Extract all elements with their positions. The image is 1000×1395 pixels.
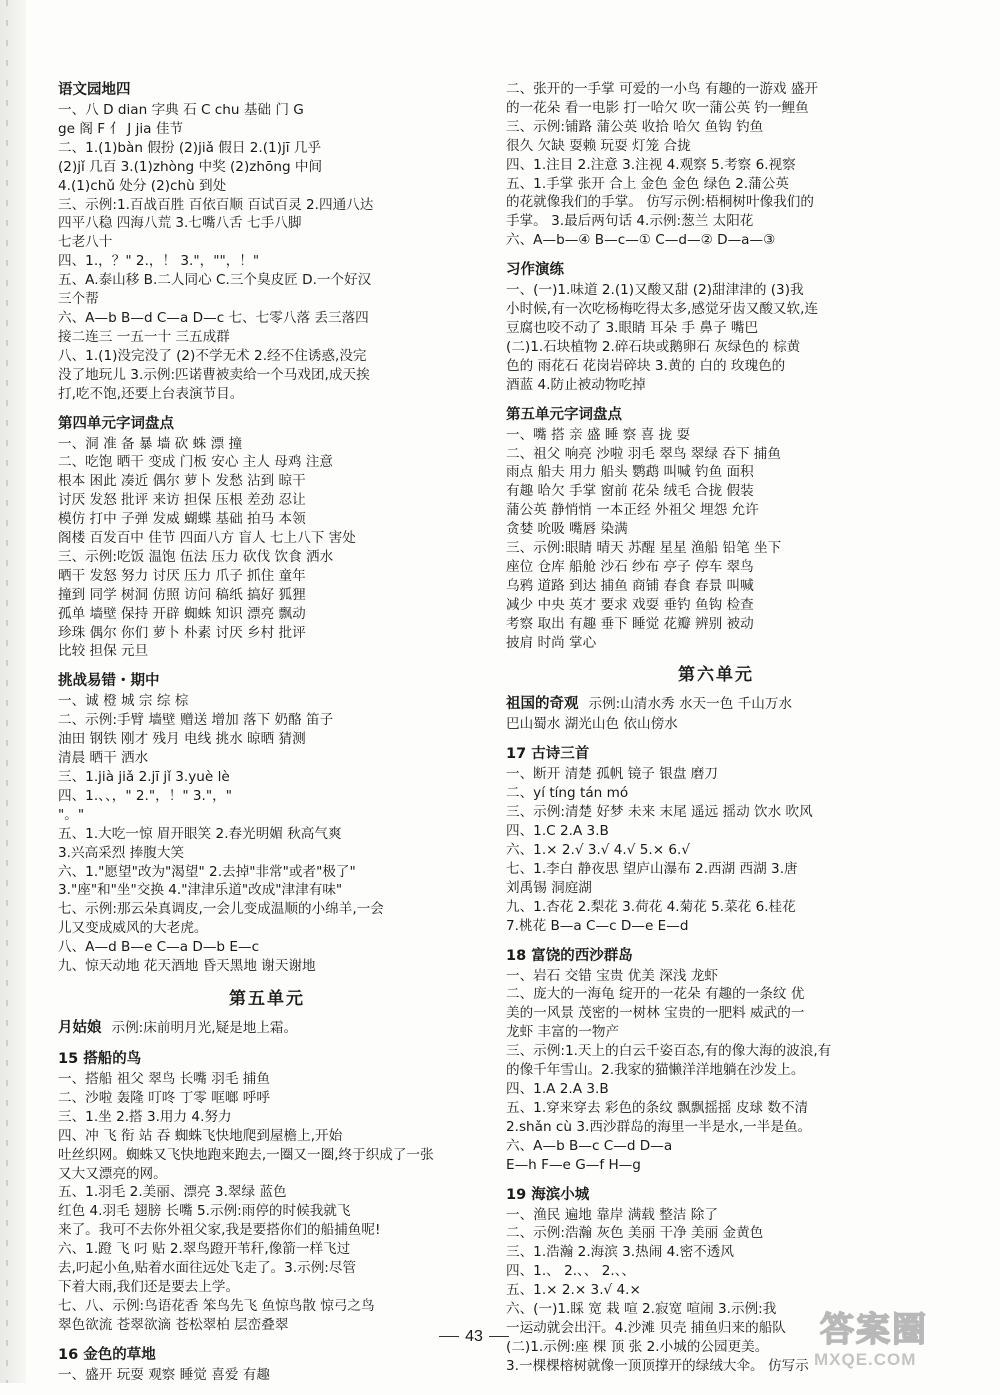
section-title (58, 1049, 476, 1070)
right-column (506, 80, 926, 1386)
answer-line: "。" (58, 806, 85, 823)
answer-line: 四、1.A 2.A 3.B (506, 1080, 609, 1097)
section-title-text: 挑战易错・期中 (58, 673, 160, 690)
answer-line: 三个帮 (58, 291, 99, 308)
answer-line: 的一花朵 看一电影 打一哈欠 吹一蒲公英 钓一鲤鱼 (506, 99, 809, 116)
section-title-text: 第五单元字词盘点 (506, 406, 622, 423)
answer-line: 四、1.C 2.A 3.B (506, 823, 609, 840)
section-title-text: 17 古诗三首 (506, 746, 590, 763)
answer-line: 三、1.jià jiǎ 2.jī jǐ 3.yuè lè (58, 769, 230, 785)
answer-line: 晒干 发怒 努力 讨厌 压力 爪子 抓住 童年 (58, 567, 306, 584)
answer-line: 五、A.泰山移 B.二人同心 C.三个臭皮匠 D.一个好汉 (58, 272, 372, 289)
answer-line: 豆腐也咬不动了 3.眼睛 耳朵 手 鼻子 嘴巴 (506, 319, 759, 336)
answer-line: 六、A—b B—d C—a D—c 七、七零八落 丢三落四 (58, 309, 369, 326)
watermark-logo-text: 答案圈 (820, 1310, 928, 1350)
section-title-text: 第四单元字词盘点 (58, 415, 174, 432)
answer-line: ge 阁 F 亻 J jia 佳节 (58, 120, 184, 137)
answer-line: 一运动就会出汗。4.沙滩 贝壳 捕鱼归来的船队 (506, 1319, 786, 1336)
page-number (414, 1327, 534, 1347)
answer-section (506, 662, 926, 688)
answer-line: 七、八、示例:鸟语花香 笨鸟先飞 鱼惊鸟散 惊弓之鸟 (58, 1297, 375, 1314)
answer-line: 五、1.× 2.× 3.√ 4.× (506, 1282, 641, 1299)
answer-section (58, 986, 476, 1012)
answer-line: 很久 欠缺 耍赖 玩耍 灯笼 合拢 (506, 137, 691, 154)
answer-line: 2.shǎn cù 3.西沙群岛的海里一半是水,一半是鱼。 (506, 1118, 812, 1135)
answer-line: 打,吃不饱,还要上台表演节目。 (58, 385, 244, 402)
answer-section (506, 694, 926, 734)
answer-line: 一、洞 准 备 暴 墙 砍 蛛 漂 撞 (58, 435, 243, 452)
answer-line: 三、示例:眼睛 晴天 苏醒 星星 渔船 铅笔 坐下 (506, 540, 782, 557)
answer-line: 一、搭船 祖父 翠鸟 长嘴 羽毛 捕鱼 (58, 1070, 270, 1087)
answer-line: 酒蓝 4.防止被动物吃掉 (506, 376, 646, 393)
answer-line: 四、冲 飞 衔 站 吞 蜘蛛飞快地爬到屋檐上,开始 (58, 1127, 343, 1144)
answer-line: 二、1.(1)bàn 假扮 (2)jiǎ 假日 2.(1)jī 几乎 (58, 139, 322, 156)
answer-line: 模仿 打中 子弹 发威 蝴蝶 基础 拍马 本领 (58, 511, 306, 528)
answer-section (506, 946, 926, 1175)
answer-line: 四、1.、、，" 2."，！" 3."，" (58, 787, 232, 804)
page-binding-edge (0, 0, 26, 1383)
watermark-logo (808, 1300, 998, 1380)
answer-section (506, 260, 926, 394)
section-title (58, 80, 476, 101)
answer-line: 减少 中央 英才 要求 戏耍 垂钓 鱼钩 检查 (506, 596, 754, 613)
answer-line: 二、张开的一手掌 可爱的一小鸟 有趣的一游戏 盛开 (506, 81, 819, 97)
answer-line: 孤单 墙壁 保持 开辟 蜘蛛 知识 漂亮 飘动 (58, 605, 306, 622)
answer-line: 七老八十 (58, 234, 113, 251)
answer-line: E—h F—e G—f H—g (506, 1156, 641, 1173)
answer-line: 接二连三 一五一十 三五成群 (58, 328, 230, 345)
answer-line: 翠色欲流 苍翠欲滴 苍松翠柏 层峦叠翠 (58, 1316, 289, 1333)
answer-line: 五、1.手掌 张开 合上 金色 金色 绿色 2.蒲公英 (506, 175, 789, 192)
answer-line: 3.兴高采烈 捧腹大笑 (58, 844, 185, 861)
answer-line: 八、A—d B—e C—a D—b E—c (58, 939, 260, 956)
section-title (58, 1018, 476, 1039)
answer-line: 清晨 晒干 洒水 (58, 750, 149, 767)
answer-line: 的花就像我们的手掌。 仿写示例:梧桐树叶像我们的 (506, 194, 814, 211)
answer-line: 六、1."愿望"改为"渴望" 2.去掉"非常"或者"极了" (58, 863, 356, 880)
section-title (506, 260, 926, 281)
answer-line: 有趣 哈欠 手掌 窗前 花朵 绒毛 合拢 假装 (506, 483, 754, 500)
answer-line: 三、示例:1.百战百胜 百依百顺 百试百灵 2.四通八达 (58, 196, 374, 213)
answer-line: 美的一风景 茂密的一树林 宝贵的一肥料 威武的一 (506, 1005, 805, 1022)
answer-line: 九、惊天动地 花天酒地 昏天黑地 谢天谢地 (58, 958, 316, 975)
answer-line: 六、1.蹬 飞 叼 贴 2.翠鸟蹬开苇秆,像箭一样飞过 (58, 1241, 351, 1258)
answer-line: 四、1.，？" 2.，！ 3."，""，！" (58, 253, 260, 270)
answer-section (58, 1345, 476, 1385)
answer-line: 来了。我可不去你外祖父家,我是要搭你们的船捕鱼呢! (58, 1222, 381, 1239)
answer-line: 去,叼起小鱼,贴着水面往远处飞走了。3.示例:尽管 (58, 1260, 357, 1277)
answer-section (506, 80, 926, 250)
answer-section (58, 1018, 476, 1039)
answer-line: 七、示例:那云朵真调皮,一会儿变成温顺的小绵羊,一会 (58, 901, 384, 918)
binding-dots (6, 0, 8, 1383)
answer-line: 六、A—b—④ B—c—① C—d—② D—a—③ (506, 232, 776, 249)
answer-line: 比较 担保 元旦 (58, 643, 149, 660)
unit-heading: 第六单元 (678, 665, 754, 686)
answer-line: 一、盛开 玩耍 观察 睡觉 喜爱 有趣 (58, 1366, 270, 1383)
answer-line: 3."座"和"坐"交换 4."津津乐道"改成"津津有味" (58, 882, 343, 899)
answer-line: 八、1.(1)没完没了 (2)不学无术 2.经不住诱惑,没完 (58, 347, 367, 364)
answer-line: 红色 4.羽毛 翅膀 长嘴 5.示例:雨停的时候我就飞 (58, 1203, 351, 1220)
answer-line: 阁楼 百发百中 佳节 四面八方 盲人 七上八下 害处 (58, 530, 356, 547)
answer-line: 珍珠 偶尔 你们 萝卜 朴素 讨厌 乡村 批评 (58, 624, 306, 641)
watermark-url: MXQE.COM (814, 1350, 917, 1369)
section-title-text: 祖国的奇观 (506, 696, 579, 713)
answer-line: 根本 困此 凑近 偶尔 萝卜 发愁 沾到 晾干 (58, 473, 306, 490)
section-title-text: 19 海滨小城 (506, 1186, 590, 1203)
answer-line: 四平八稳 四海八荒 3.七嘴八舌 七手八脚 (58, 215, 302, 232)
answer-line: 五、1.穿来穿去 彩色的条纹 飘飘摇摇 皮球 数不清 (506, 1099, 809, 1116)
answer-line: 撞到 同学 树洞 仿照 访问 稿纸 搞好 狐狸 (58, 586, 306, 603)
section-title (58, 671, 476, 692)
section-title-text: 月姑娘 (58, 1019, 102, 1036)
answer-line: (2)jǐ 几百 3.(1)zhòng 中奖 (2)zhōng 中间 (58, 158, 323, 175)
answer-line: 二、yí tíng tán mó (506, 785, 629, 802)
answer-line: 一、断开 清楚 孤帆 镜子 银盘 磨刀 (506, 766, 718, 783)
answer-section (58, 671, 476, 976)
page-number-dash-right (489, 1336, 509, 1337)
section-title (58, 1345, 476, 1366)
answer-line: 三、1.坐 2.搭 3.用力 4.努力 (58, 1108, 232, 1125)
answer-line: 刘禹锡 洞庭湖 (506, 879, 592, 896)
answer-line: 五、1.大吃一惊 眉开眼笑 2.春光明媚 秋高气爽 (58, 825, 342, 842)
answer-line: 3.一棵棵榕树就像一顶顶撑开的绿绒大伞。 仿写示 (506, 1357, 809, 1374)
answer-line: 龙虾 丰富的一物产 (506, 1024, 620, 1041)
answer-line: 一、渔民 遍地 靠岸 满载 整洁 除了 (506, 1206, 718, 1223)
answer-line: 蒲公英 静悄悄 一本正经 外祖父 埋怨 允许 (506, 502, 759, 519)
answer-line: 二、庞大的一海龟 绽开的一花朵 有趣的一条纹 优 (506, 986, 805, 1003)
answer-line: 雨点 船夫 用力 船头 鹦鹉 叫喊 钓鱼 面积 (506, 464, 754, 481)
answer-line: 二、吃饱 晒干 变成 门板 安心 主人 母鸡 注意 (58, 454, 333, 471)
answer-line: 座位 仓库 船舱 沙石 纱布 亭子 停车 翠鸟 (506, 558, 754, 575)
answer-line: 没了地玩儿 3.示例:匹诺曹被卖给一个马戏团,成天挨 (58, 366, 370, 383)
answer-section (58, 80, 476, 404)
section-title-text: 18 富饶的西沙群岛 (506, 947, 633, 964)
answer-line: 一、诚 橙 城 宗 综 棕 (58, 693, 189, 710)
answer-line: 又大又漂亮的网。 (58, 1165, 167, 1182)
answer-line: 考察 取出 有趣 垂下 睡觉 花瓣 辨别 被动 (506, 615, 754, 632)
answer-line: 4.(1)chǔ 处分 (2)chù 到处 (58, 177, 227, 194)
section-title-text: 15 搭船的鸟 (58, 1050, 142, 1067)
answer-line: (二)1.石块植物 2.碎石块或鹅卵石 灰绿色的 棕黄 (506, 338, 801, 355)
section-inline-answer: 示例:床前明月光,疑是地上霜。 (111, 1019, 298, 1036)
answer-section (58, 414, 476, 662)
section-title (58, 414, 476, 435)
answer-line: 一、嘴 搭 亲 盛 睡 察 喜 拢 耍 (506, 426, 691, 443)
answer-line: 二、沙啦 轰隆 叮咚 丁零 哐啷 呼呼 (58, 1089, 270, 1106)
answer-line: 讨厌 发怒 批评 来访 担保 压根 差劲 忍让 (58, 492, 306, 509)
answer-line: 色的 雨花石 花岗岩碎块 3.黄的 白的 玫瑰色的 (506, 357, 786, 374)
answer-line: 六、1.× 2.√ 3.√ 4.√ 5.× 6.√ (506, 842, 691, 858)
answer-line: 7.桃花 B—a C—c D—e E—d (506, 917, 689, 934)
answer-line: 下着大雨,我们还是要去上学。 (58, 1278, 240, 1295)
answer-line: 二、示例:浩瀚 灰色 美丽 干净 美丽 金黄色 (506, 1225, 764, 1242)
answer-line: 贪婪 吮吸 嘴唇 染满 (506, 521, 628, 538)
answer-section (506, 744, 926, 935)
page-number-dash-left (439, 1336, 459, 1337)
answer-line: 儿又变成威风的大老虎。 (58, 920, 208, 937)
answer-section (506, 405, 926, 653)
answer-line: 三、示例:1.天上的白云千姿百态,有的像大海的波浪,有 (506, 1043, 832, 1060)
answer-line: 九、1.杏花 2.梨花 3.荷花 4.菊花 5.菜花 6.桂花 (506, 898, 796, 915)
section-title (506, 1185, 926, 1206)
section-title-text: 习作演练 (506, 262, 564, 279)
section-title (506, 946, 926, 967)
answer-line: 一、八 D dian 字典 石 C chu 基础 门 G (58, 102, 304, 118)
answer-line: 一、岩石 交错 宝贵 优美 深浅 龙虾 (506, 967, 718, 984)
section-title-text: 16 金色的草地 (58, 1346, 156, 1363)
answer-line: 的像千年雪山。2.我家的猫懒洋洋地躺在沙发上。 (506, 1062, 805, 1079)
unit-heading: 第五单元 (229, 988, 305, 1009)
answer-line: 乌鸦 道路 到达 捕鱼 商铺 春食 春景 叫喊 (506, 577, 754, 594)
section-title (506, 694, 926, 715)
section-title (506, 744, 926, 765)
section-title-text: 语文园地四 (58, 82, 131, 98)
answer-line: 六、A—b B—c C—d D—a (506, 1137, 673, 1154)
answer-line: 油田 钢铁 刚才 残月 电线 挑水 晾晒 猜测 (58, 731, 306, 748)
answer-line: 六、(一)1.睬 宽 栽 喧 2.寂宽 喧闹 3.示例:我 (506, 1301, 777, 1318)
answer-line: 三、示例:清楚 好梦 未来 末尾 遥远 摇动 饮水 吹风 (506, 804, 813, 821)
answer-line: 三、示例:吃饭 温饱 伍法 压力 砍伐 饮食 洒水 (58, 548, 334, 565)
answer-line: 三、示例:铺路 蒲公英 收拾 哈欠 鱼钩 钓鱼 (506, 118, 764, 135)
answer-line: 七、1.李白 静夜思 望庐山瀑布 2.西湖 西湖 3.唐 (506, 860, 798, 877)
answer-line: 四、1.、 2.、、 2.、、 (506, 1263, 636, 1280)
answer-line: (二)1.示例:座 棵 顶 张 2.小城的公园更美。 (506, 1338, 769, 1355)
section-title (506, 405, 926, 426)
answer-line: 二、祖父 响亮 沙啦 羽毛 翠鸟 翠绿 吞下 捕鱼 (506, 445, 781, 462)
section-inline-answer: 示例:山清水秀 水天一色 千山万水 (588, 696, 793, 713)
answer-line: 一、(一)1.味道 2.(1)又酸又甜 (2)甜津津的 (3)我 (506, 282, 804, 299)
left-column (58, 80, 476, 1395)
answer-section (58, 1049, 476, 1335)
answer-line: 五、1.羽毛 2.美丽、漂亮 3.翠绿 蓝色 (58, 1184, 287, 1201)
page-number-value: 43 (465, 1328, 483, 1345)
answer-line: 披肩 时尚 掌心 (506, 634, 597, 651)
answer-line: 三、1.浩瀚 2.海滨 3.热闹 4.密不透风 (506, 1244, 734, 1261)
answer-line: 小时候,有一次吃杨梅吃得太多,感觉牙齿又酸又软,连 (506, 301, 819, 318)
answer-line: 手掌。 3.最后两句话 4.示例:葱兰 太阳花 (506, 213, 754, 230)
answer-line: 四、1.注目 2.注意 3.注视 4.观察 5.考察 6.视察 (506, 156, 796, 173)
answer-line: 二、示例:手臂 墙壁 赠送 增加 落下 奶酪 笛子 (58, 712, 334, 729)
answer-line: 吐丝织网。蜘蛛又飞快地跑来跑去,一圈又一圈,终于织成了一张 (58, 1146, 434, 1163)
answer-line: 巴山蜀水 湖光山色 依山傍水 (506, 716, 678, 733)
